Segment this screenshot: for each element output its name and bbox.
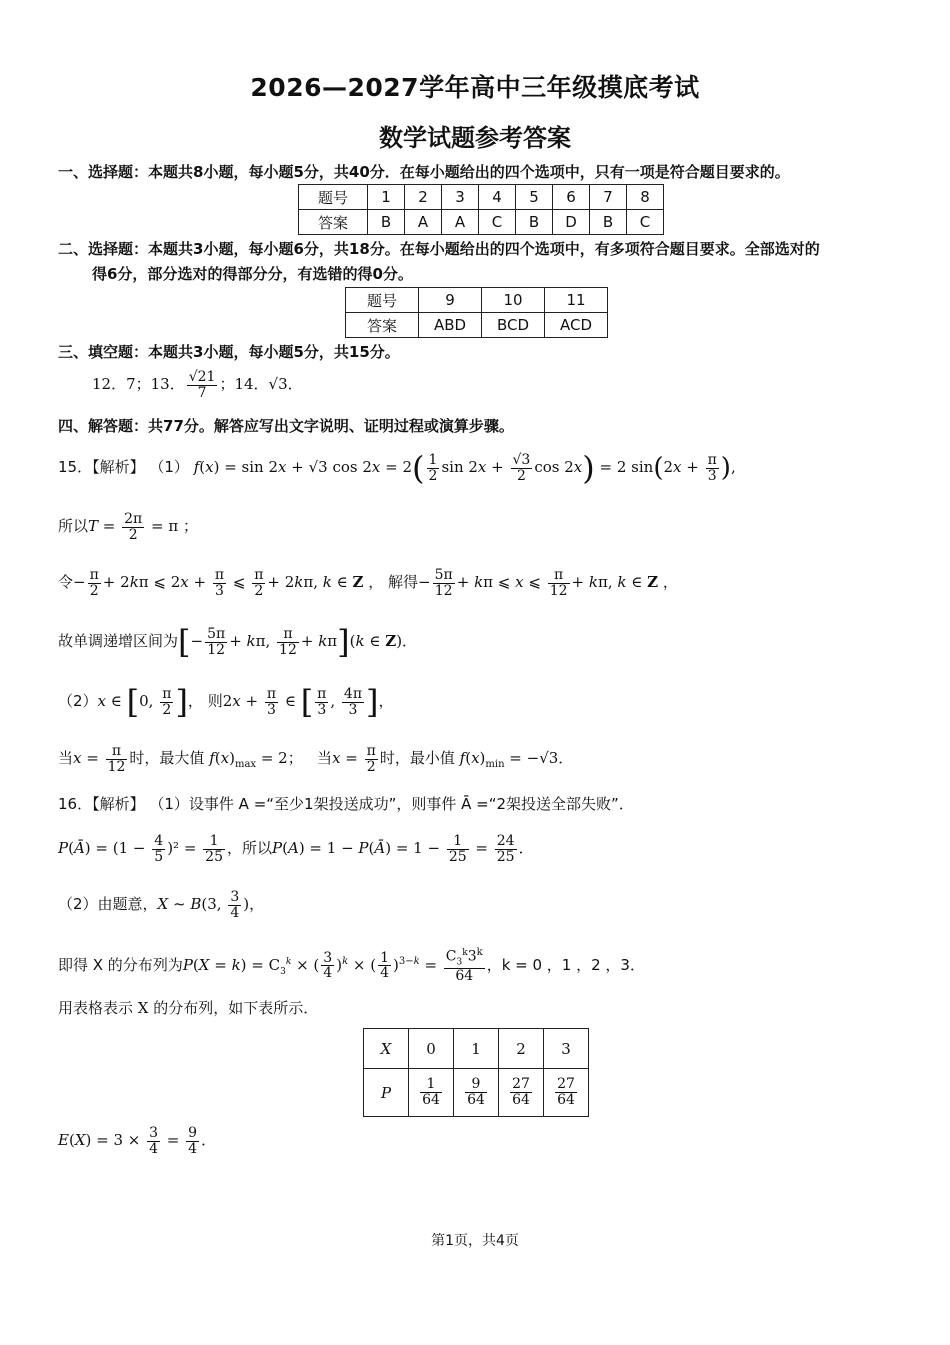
table-p-value: $\frac{9}{64}$ xyxy=(454,1069,499,1117)
q15-max-label: 时，最大值 xyxy=(129,749,205,768)
question-number: 2 xyxy=(405,185,442,210)
q15-then: 则 xyxy=(207,692,223,710)
q15-incr-prefix: 令 xyxy=(58,573,74,592)
row-label: 答案 xyxy=(299,210,368,235)
q13-fraction: $\frac{√21}{7}$ xyxy=(188,369,216,401)
section2-heading-line1: 二、选择题：本题共3小题，每小题6分，共18分。在每小题给出的四个选项中，有多项符合题目要求。全部选对的 xyxy=(58,240,820,258)
question-number: 10 xyxy=(482,288,545,313)
table-x-value: 2 xyxy=(499,1029,544,1069)
table-p-value: $\frac{27}{64}$ xyxy=(544,1069,589,1117)
row-label: 题号 xyxy=(346,288,419,313)
q14-answer: ；14．√3． xyxy=(219,375,303,394)
row-label: 答案 xyxy=(346,313,419,338)
answer-cell: BCD xyxy=(482,313,545,338)
table-x-value: 3 xyxy=(544,1029,589,1069)
answer-cell: ACD xyxy=(545,313,608,338)
q15-interval-prefix: 故单调递增区间为 xyxy=(58,632,179,650)
answer-cell: B xyxy=(590,210,627,235)
answer-cell: B xyxy=(368,210,405,235)
table-p-label: P xyxy=(364,1069,409,1117)
q15-when-max: 当 xyxy=(58,749,74,768)
table-row xyxy=(299,185,664,210)
q15-solve-word: 解得 xyxy=(388,573,419,592)
answer-cell: C xyxy=(627,210,664,235)
answer-cell: A xyxy=(442,210,479,235)
question-number: 8 xyxy=(627,185,664,210)
q16-label: 16．【解析】 xyxy=(58,795,145,813)
q16-k-values: ，k = 0 ，1 ，2 ，3． xyxy=(486,955,645,974)
question-number: 5 xyxy=(516,185,553,210)
answer-cell: A xyxy=(405,210,442,235)
q15-increase-line xyxy=(58,568,678,598)
q16-binomial-formula: X ~ B(3, $\frac{3}{4}$ )， xyxy=(157,889,265,921)
question-number: 9 xyxy=(419,288,482,313)
q15-period-formula: T = $\frac{2\pi}{2}$ = π ； xyxy=(88,511,198,543)
table-row xyxy=(364,1069,589,1117)
q15-incr-formula: − $\frac{\pi}{2}$ + 2kπ ⩽ 2x + $\frac{\pi}{3}$ ⩽ $\frac{\pi}{2}$ + 2kπ, k ∈ Z ， xyxy=(73,567,389,599)
q15-part1-line xyxy=(58,449,736,487)
table-x-value: 0 xyxy=(409,1029,454,1069)
q15-label: 15．【解析】 xyxy=(58,458,145,476)
question-number: 4 xyxy=(479,185,516,210)
table-row xyxy=(299,210,664,235)
row-label: 题号 xyxy=(299,185,368,210)
q16-dist-formula: $P(X = k) = C_3^k$ × ( $\frac{3}{4}$ )$^k$ × ( $\frac{1}{4}$ )$^{3-k}$ = $\frac{C_3^k3^k}{64}$ xyxy=(182,947,483,984)
q16-expectation-formula: E(X) = 3 × $\frac{3}{4}$ = $\frac{9}{4}$ ． xyxy=(58,1125,217,1157)
page-number: 第1页，共4页 xyxy=(431,1233,519,1249)
q15-period-line xyxy=(58,512,198,542)
question-number: 3 xyxy=(442,185,479,210)
q15-interval-line xyxy=(58,623,418,661)
q15-max-value: = 2； xyxy=(260,749,303,768)
q15-period-prefix: 所以 xyxy=(58,517,89,536)
section2-answer-table xyxy=(345,287,608,338)
table-x-label: X xyxy=(364,1029,409,1069)
q16-p-mid-text: ，所以 xyxy=(227,839,273,858)
q16-distribution-line xyxy=(58,948,645,984)
section3-heading: 三、填空题：本题共3小题，每小题5分，共15分。 xyxy=(58,343,400,361)
q16-part2-line xyxy=(58,890,264,920)
table-x-value: 1 xyxy=(454,1029,499,1069)
q16-probability-line xyxy=(58,834,534,864)
q15-range-formula: 2x + $\frac{\pi}{3}$ ∈ [ $\frac{\pi}{3}$ , $\frac{4\pi}{3}$ ]， xyxy=(222,683,394,721)
q15-domain-formula: x ∈ [0, $\frac{\pi}{2}$ ]， xyxy=(97,683,208,721)
exam-title: 2026—2027学年高中三年级摸底考试 xyxy=(250,73,700,102)
q16-p-formula: P(A) = 1 − P(Ā) = 1 − $\frac{1}{25}$ = $\frac{24}{25}$ ． xyxy=(272,833,534,865)
q16-expectation-line xyxy=(58,1126,216,1156)
q15-when-min: 当 xyxy=(317,749,333,768)
question-number: 6 xyxy=(553,185,590,210)
section4-heading: 四、解答题：共77分。解答应写出文字说明、证明过程或演算步骤。 xyxy=(58,417,514,435)
answer-cell: C xyxy=(479,210,516,235)
q16-part1-text: （1）设事件 A =“至少1架投送成功”，则事件 Ā =“2架投送全部失败”． xyxy=(149,795,634,813)
question-number: 7 xyxy=(590,185,627,210)
q16-table-intro: 用表格表示 X 的分布列，如下表所示． xyxy=(58,999,319,1017)
q15-part2-line xyxy=(58,683,394,721)
q15-part2-label: （2） xyxy=(58,692,98,710)
q16-dist-prefix: 即得 X 的分布列为 xyxy=(58,955,183,974)
answer-cell: D xyxy=(553,210,590,235)
q15-solve-formula: − $\frac{5\pi}{12}$ + kπ ⩽ x ⩽ $\frac{\pi}{12}$ + kπ, k ∈ Z ， xyxy=(418,567,678,599)
q12-answer: 12．7；13． xyxy=(92,375,185,394)
q16-part2-text: （2）由题意， xyxy=(58,895,158,914)
q15-min-label: 时，最小值 xyxy=(379,749,455,768)
q15-extrema-line: 当x = $\frac{\pi}{12}$ 时，最大值 $f(x)_{max} = 2$； 当x = $\frac{\pi}{2}$ 时，最小值 $f(x)_{min} = -√3$． xyxy=(58,743,574,775)
q15-interval-formula: [− $\frac{5\pi}{12}$ + kπ, $\frac{\pi}{12}$ + kπ](k ∈ Z)． xyxy=(178,623,418,661)
section2-heading-line2: 得6分，部分选对的得部分分，有选错的得0分。 xyxy=(92,265,413,283)
q15-formula-1: f(x) = sin 2x + √3 cos 2x = 2( $\frac{1}{2}$ sin 2x + $\frac{√3}{2}$ cos 2x) = 2 sin(2x + $\frac{\pi}{3}$ ), xyxy=(193,449,736,487)
table-row xyxy=(364,1029,589,1069)
exam-subtitle: 数学试题参考答案 xyxy=(379,124,571,152)
table-p-value: $\frac{27}{64}$ xyxy=(499,1069,544,1117)
q16-distribution-table xyxy=(363,1028,589,1117)
section1-heading: 一、选择题：本题共8小题，每小题5分，共40分．在每小题给出的四个选项中，只有一项是符合题目要求的。 xyxy=(58,163,790,181)
q16-p-complement-formula: P(Ā) = (1 − $\frac{4}{5}$ )² = $\frac{1}{25}$ xyxy=(58,833,223,865)
question-number: 11 xyxy=(545,288,608,313)
answer-cell: B xyxy=(516,210,553,235)
question-number: 1 xyxy=(368,185,405,210)
table-row xyxy=(346,313,608,338)
q16-part1-line xyxy=(58,792,634,816)
q15-min-value: = −√3． xyxy=(509,749,574,768)
q15-part1-label: （1） xyxy=(149,458,189,476)
fill-in-answers xyxy=(92,370,303,400)
section1-answer-table xyxy=(298,184,664,235)
table-row xyxy=(346,288,608,313)
answer-cell: ABD xyxy=(419,313,482,338)
table-p-value: $\frac{1}{64}$ xyxy=(409,1069,454,1117)
